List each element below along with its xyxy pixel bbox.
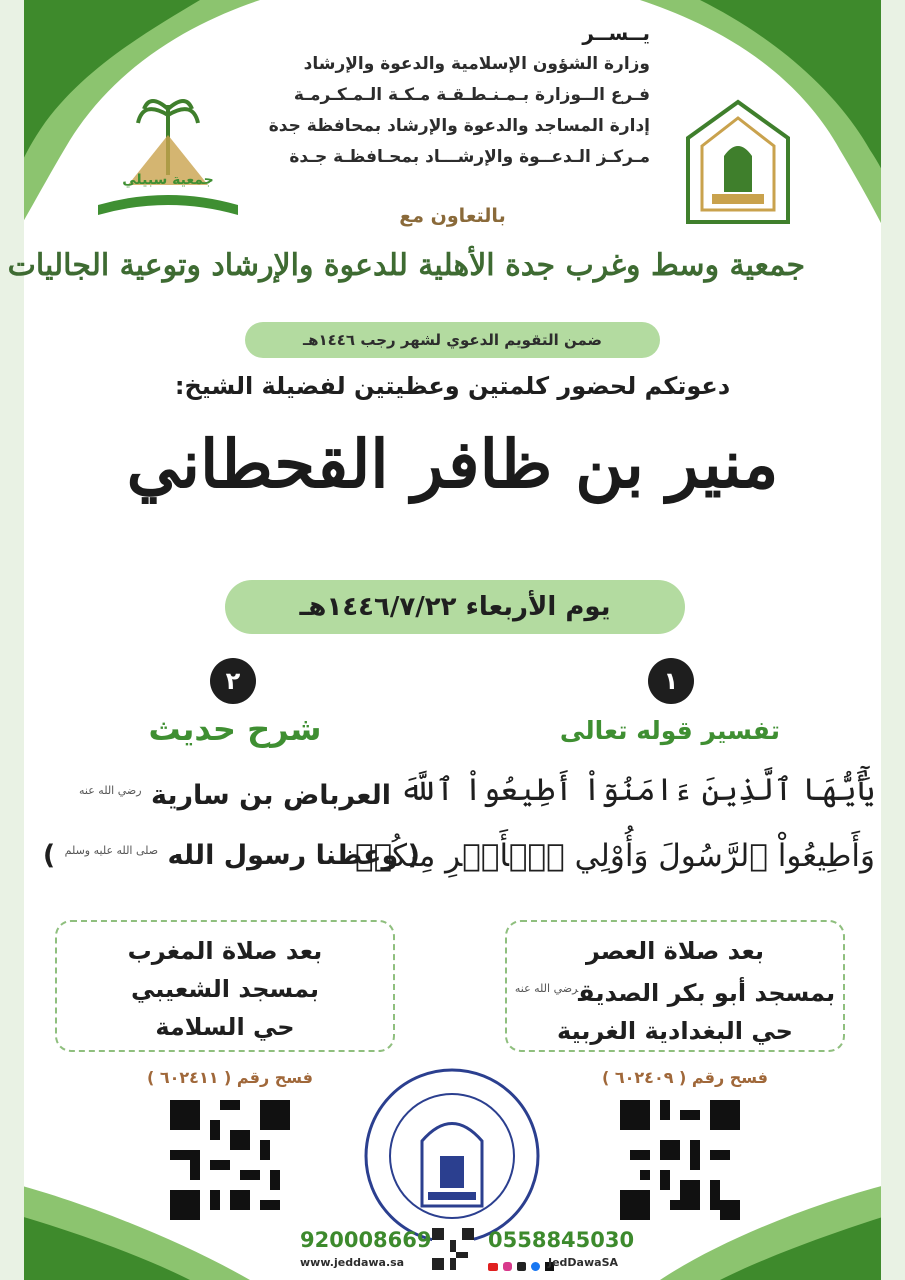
lesson-1-number-badge: ١	[648, 658, 694, 704]
hadith-quote-close: )	[42, 840, 56, 871]
lesson-1-mosque-line	[507, 970, 843, 1012]
header-line-2: فـرع الــوزارة بـمـنـطـقـة مـكـة الـمـكـرمـة	[293, 85, 650, 105]
event-date-badge: يوم الأربعاء ١٤٤٦/٧/٢٢هـ	[225, 580, 685, 634]
lesson-1-permit-number: فسح رقم ( ٦٠٢٤٠٩ )	[601, 1068, 769, 1087]
yusr-text: يــســر	[582, 21, 650, 45]
lesson-1-verse-line-1: يَٰٓأَيُّهَا ٱلَّذِينَ ءَامَنُوٓاْ أَطِيعُواْ ٱللَّهَ	[399, 772, 875, 808]
lesson-2-permit-number: فسح رقم ( ٦٠٢٤١١ )	[146, 1068, 314, 1087]
website-link[interactable]: www.jeddawa.sa	[300, 1256, 405, 1269]
lesson-1-location-box	[505, 920, 845, 1052]
honorific-radiyallah: رضي الله عنه	[79, 784, 142, 797]
phone-920[interactable]: 920008669	[300, 1228, 432, 1252]
invitation-text: دعوتكم لحضور كلمتين وعظيتين لفضيلة الشيخ:	[174, 372, 731, 400]
sabeeli-logo-text: جمعية سبيلي	[122, 172, 214, 188]
lesson-1-qr-code-icon[interactable]	[620, 1100, 740, 1220]
lesson-1-title: تفسير قوله تعالى	[559, 716, 781, 745]
lesson-2-number-badge: ٢	[210, 658, 256, 704]
youtube-icon	[488, 1263, 498, 1271]
lesson-2-hadith-line-1	[50, 780, 420, 811]
lesson-2-mosque: بمسجد الشعيبي	[130, 975, 320, 1003]
tiktok-icon	[517, 1262, 526, 1271]
facebook-icon	[531, 1262, 540, 1271]
lesson-2-qr-code-icon[interactable]	[170, 1100, 290, 1220]
collaboration-label: بالتعاون مع	[399, 205, 506, 227]
lesson-1-honorific: رضي الله عنه	[514, 982, 579, 995]
lesson-2-location-box	[55, 920, 395, 1052]
honorific-salallah: صلى الله عليه وسلم	[64, 844, 159, 857]
social-icons	[488, 1256, 554, 1275]
lesson-2-time: بعد صلاة المغرب	[127, 937, 323, 965]
ministry-seal-icon	[362, 1066, 542, 1246]
header-line-1: وزارة الشؤون الإسلامية والدعوة والإرشاد	[303, 54, 650, 74]
lesson-2-hadith-line-2	[42, 840, 420, 871]
lesson-1-time: بعد صلاة العصر	[585, 937, 765, 965]
lesson-1-mosque: بمسجد أبو بكر الصديق	[578, 979, 836, 1007]
hadith-quote: ( وعظنا رسول الله	[167, 840, 420, 871]
phone-mobile[interactable]: 0558845030	[488, 1228, 635, 1252]
association-name: جمعية وسط وغرب جدة الأهلية للدعوة والإرشاد وتوعية الجاليات	[7, 248, 805, 283]
social-handle[interactable]: JedDawaSA	[548, 1256, 619, 1269]
footer-qr-code-icon[interactable]	[432, 1228, 474, 1270]
instagram-icon	[503, 1262, 512, 1271]
lesson-2-title: شرح حديث	[148, 710, 322, 748]
lesson-1-district: حي البغدادية الغربية	[557, 1017, 793, 1045]
sheikh-name: منير بن ظافر القحطاني	[126, 425, 779, 503]
lesson-1-verse-line-2: وَأَطِيعُواْ ٱلرَّسُولَ وَأُوْلِي ٱلۡأَمۡرِ مِنكُمۡ	[355, 838, 875, 874]
ministry-header	[230, 18, 650, 173]
header-line-3: إدارة المساجد والدعوة والإرشاد بمحافظة جدة	[268, 116, 650, 136]
calendar-note-badge: ضمن التقويم الدعوي لشهر رجب ١٤٤٦هـ	[245, 322, 660, 358]
header-line-4: مـركـز الـدعــوة والإرشـــاد بمحـافظـة جـدة	[289, 147, 650, 167]
lesson-2-district: حي السلامة	[155, 1013, 295, 1041]
hadith-narrator: العرباض بن سارية	[150, 780, 391, 811]
